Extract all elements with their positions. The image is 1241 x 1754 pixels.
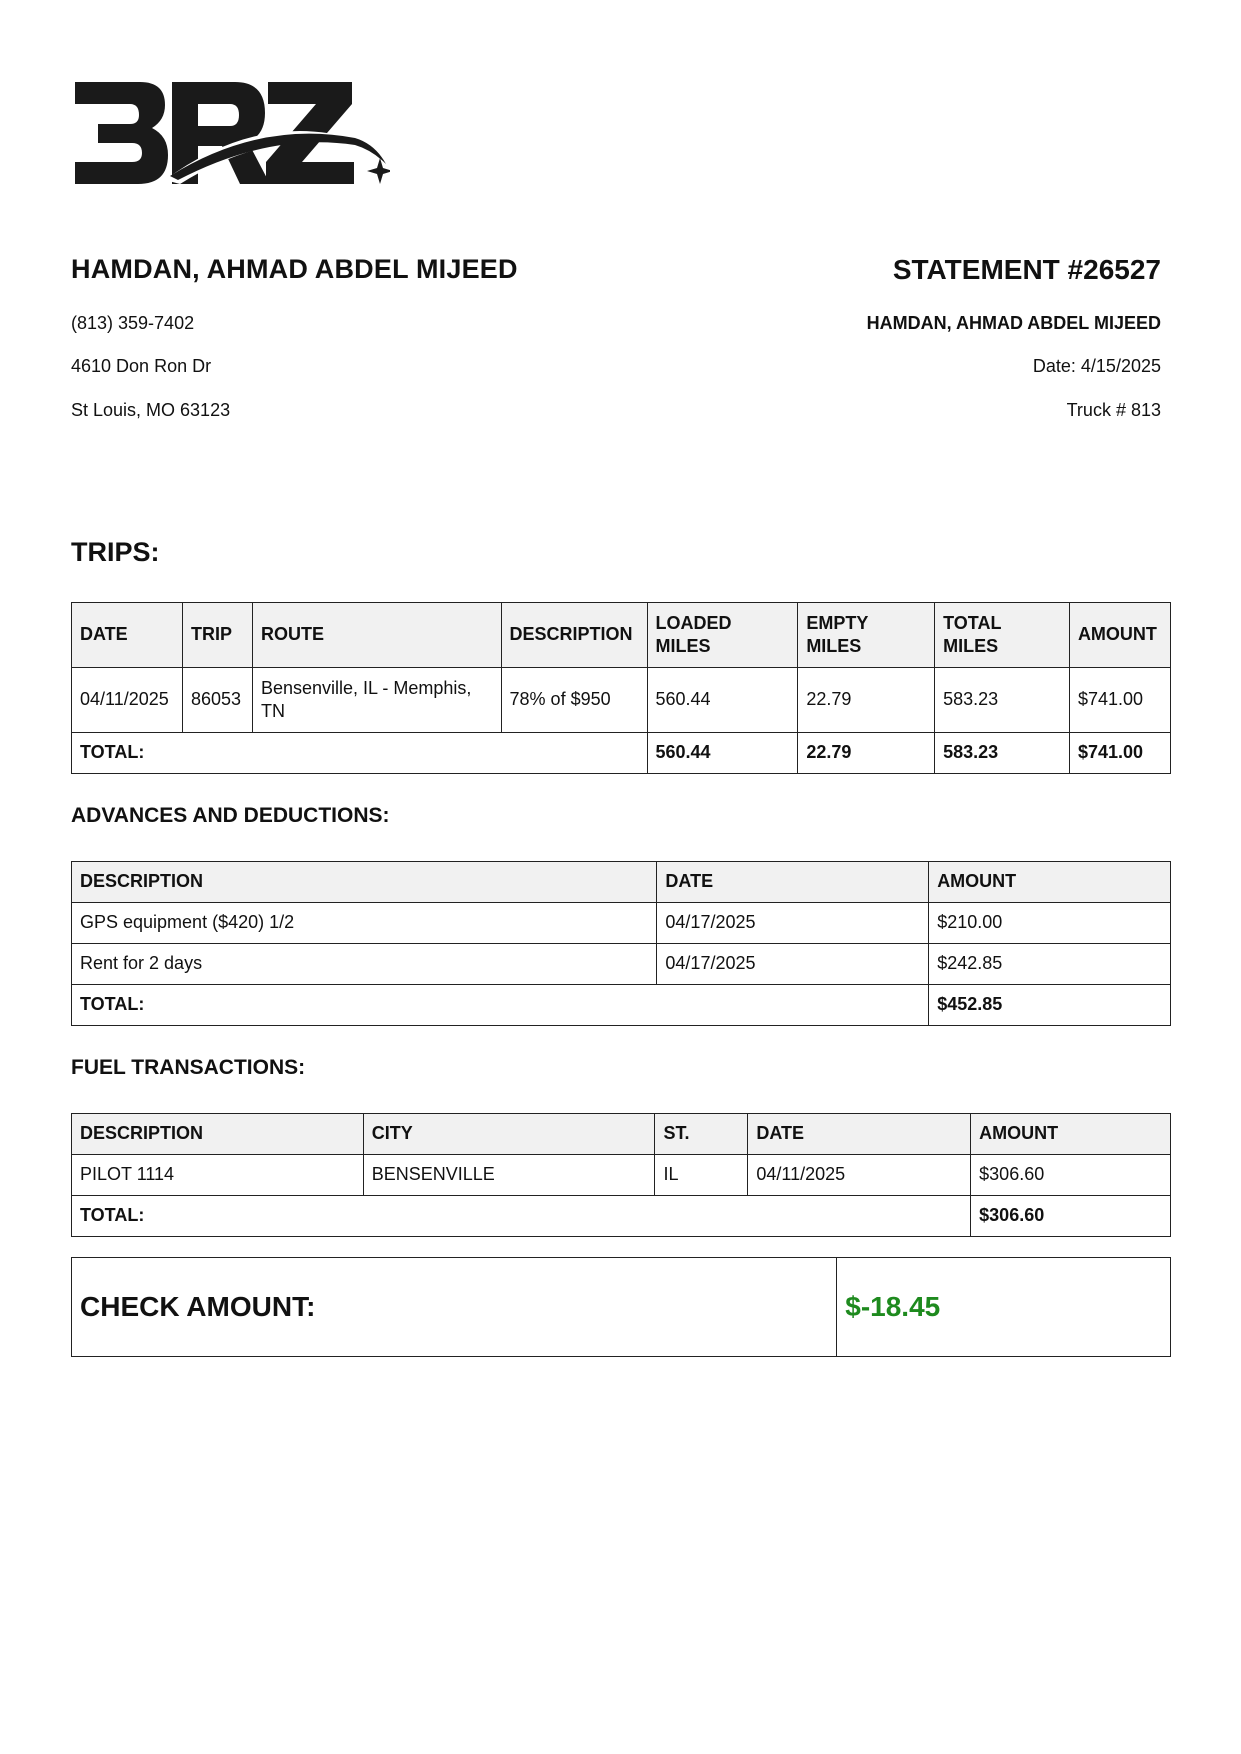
advances-header-row bbox=[72, 862, 1171, 903]
trips-total-miles: 583.23 bbox=[935, 733, 1070, 774]
advance-amount: $210.00 bbox=[929, 903, 1171, 944]
trips-col-route: ROUTE bbox=[252, 603, 501, 668]
fuel-col-amount: AMOUNT bbox=[971, 1114, 1171, 1155]
advance-description: GPS equipment ($420) 1/2 bbox=[72, 903, 657, 944]
table-row bbox=[72, 668, 1171, 733]
advances-total-label: TOTAL: bbox=[72, 985, 929, 1026]
advances-section-title: ADVANCES AND DEDUCTIONS: bbox=[71, 804, 390, 827]
fuel-state: IL bbox=[655, 1155, 748, 1196]
truck-number: Truck # 813 bbox=[1066, 400, 1161, 420]
fuel-col-date: DATE bbox=[748, 1114, 971, 1155]
trips-total-loaded: 560.44 bbox=[647, 733, 798, 774]
fuel-city: BENSENVILLE bbox=[363, 1155, 655, 1196]
trips-col-total-miles: TOTAL MILES bbox=[935, 603, 1070, 668]
trips-col-amount: AMOUNT bbox=[1069, 603, 1170, 668]
trip-number: 86053 bbox=[182, 668, 252, 733]
advances-col-amount: AMOUNT bbox=[929, 862, 1171, 903]
advances-total-amount: $452.85 bbox=[929, 985, 1171, 1026]
trips-total-amount: $741.00 bbox=[1069, 733, 1170, 774]
driver-address-line1: 4610 Don Ron Dr bbox=[71, 356, 212, 376]
trip-date: 04/11/2025 bbox=[72, 668, 183, 733]
check-amount-value: $-18.45 bbox=[837, 1258, 1171, 1357]
check-amount-box bbox=[71, 1257, 1171, 1357]
statement-date: Date: 4/15/2025 bbox=[1032, 356, 1161, 376]
company-logo bbox=[70, 80, 390, 200]
fuel-table bbox=[71, 1113, 1171, 1237]
advances-table bbox=[71, 861, 1171, 1026]
trips-col-empty-miles: EMPTY MILES bbox=[798, 603, 935, 668]
check-amount-label: CHECK AMOUNT: bbox=[72, 1258, 837, 1357]
trip-loaded-miles: 560.44 bbox=[647, 668, 798, 733]
advance-date: 04/17/2025 bbox=[657, 903, 929, 944]
advance-date: 04/17/2025 bbox=[657, 944, 929, 985]
trips-col-trip: TRIP bbox=[182, 603, 252, 668]
trips-section-title: TRIPS: bbox=[71, 537, 160, 567]
fuel-amount: $306.60 bbox=[971, 1155, 1171, 1196]
fuel-section-title: FUEL TRANSACTIONS: bbox=[71, 1056, 306, 1079]
driver-address-line2: St Louis, MO 63123 bbox=[71, 400, 231, 420]
trips-total-row bbox=[72, 733, 1171, 774]
trips-total-empty: 22.79 bbox=[798, 733, 935, 774]
table-row bbox=[72, 1155, 1171, 1196]
table-row bbox=[72, 903, 1171, 944]
advances-total-row bbox=[72, 985, 1171, 1026]
check-amount-row bbox=[72, 1258, 1171, 1357]
fuel-total-row bbox=[72, 1196, 1171, 1237]
fuel-header-row bbox=[72, 1114, 1171, 1155]
fuel-col-description: DESCRIPTION bbox=[72, 1114, 364, 1155]
trips-col-date: DATE bbox=[72, 603, 183, 668]
trip-description: 78% of $950 bbox=[501, 668, 647, 733]
advances-col-description: DESCRIPTION bbox=[72, 862, 657, 903]
fuel-total-amount: $306.60 bbox=[971, 1196, 1171, 1237]
fuel-col-city: CITY bbox=[363, 1114, 655, 1155]
advances-col-date: DATE bbox=[657, 862, 929, 903]
trips-header-row bbox=[72, 603, 1171, 668]
fuel-total-label: TOTAL: bbox=[72, 1196, 971, 1237]
trips-table bbox=[71, 602, 1171, 774]
statement-title: STATEMENT #26527 bbox=[892, 254, 1161, 285]
trips-total-label: TOTAL: bbox=[72, 733, 648, 774]
trips-col-description: DESCRIPTION bbox=[501, 603, 647, 668]
statement-driver-name: HAMDAN, AHMAD ABDEL MIJEED bbox=[866, 313, 1161, 333]
table-row bbox=[72, 944, 1171, 985]
advance-description: Rent for 2 days bbox=[72, 944, 657, 985]
trip-empty-miles: 22.79 bbox=[798, 668, 935, 733]
fuel-date: 04/11/2025 bbox=[748, 1155, 971, 1196]
fuel-description: PILOT 1114 bbox=[72, 1155, 364, 1196]
driver-phone: (813) 359-7402 bbox=[71, 313, 195, 333]
trip-total-miles: 583.23 bbox=[935, 668, 1070, 733]
fuel-col-state: ST. bbox=[655, 1114, 748, 1155]
trip-route: Bensenville, IL - Memphis, TN bbox=[252, 668, 501, 733]
trip-amount: $741.00 bbox=[1069, 668, 1170, 733]
advance-amount: $242.85 bbox=[929, 944, 1171, 985]
trips-col-loaded-miles: LOADED MILES bbox=[647, 603, 798, 668]
driver-name: HAMDAN, AHMAD ABDEL MIJEED bbox=[71, 254, 518, 284]
